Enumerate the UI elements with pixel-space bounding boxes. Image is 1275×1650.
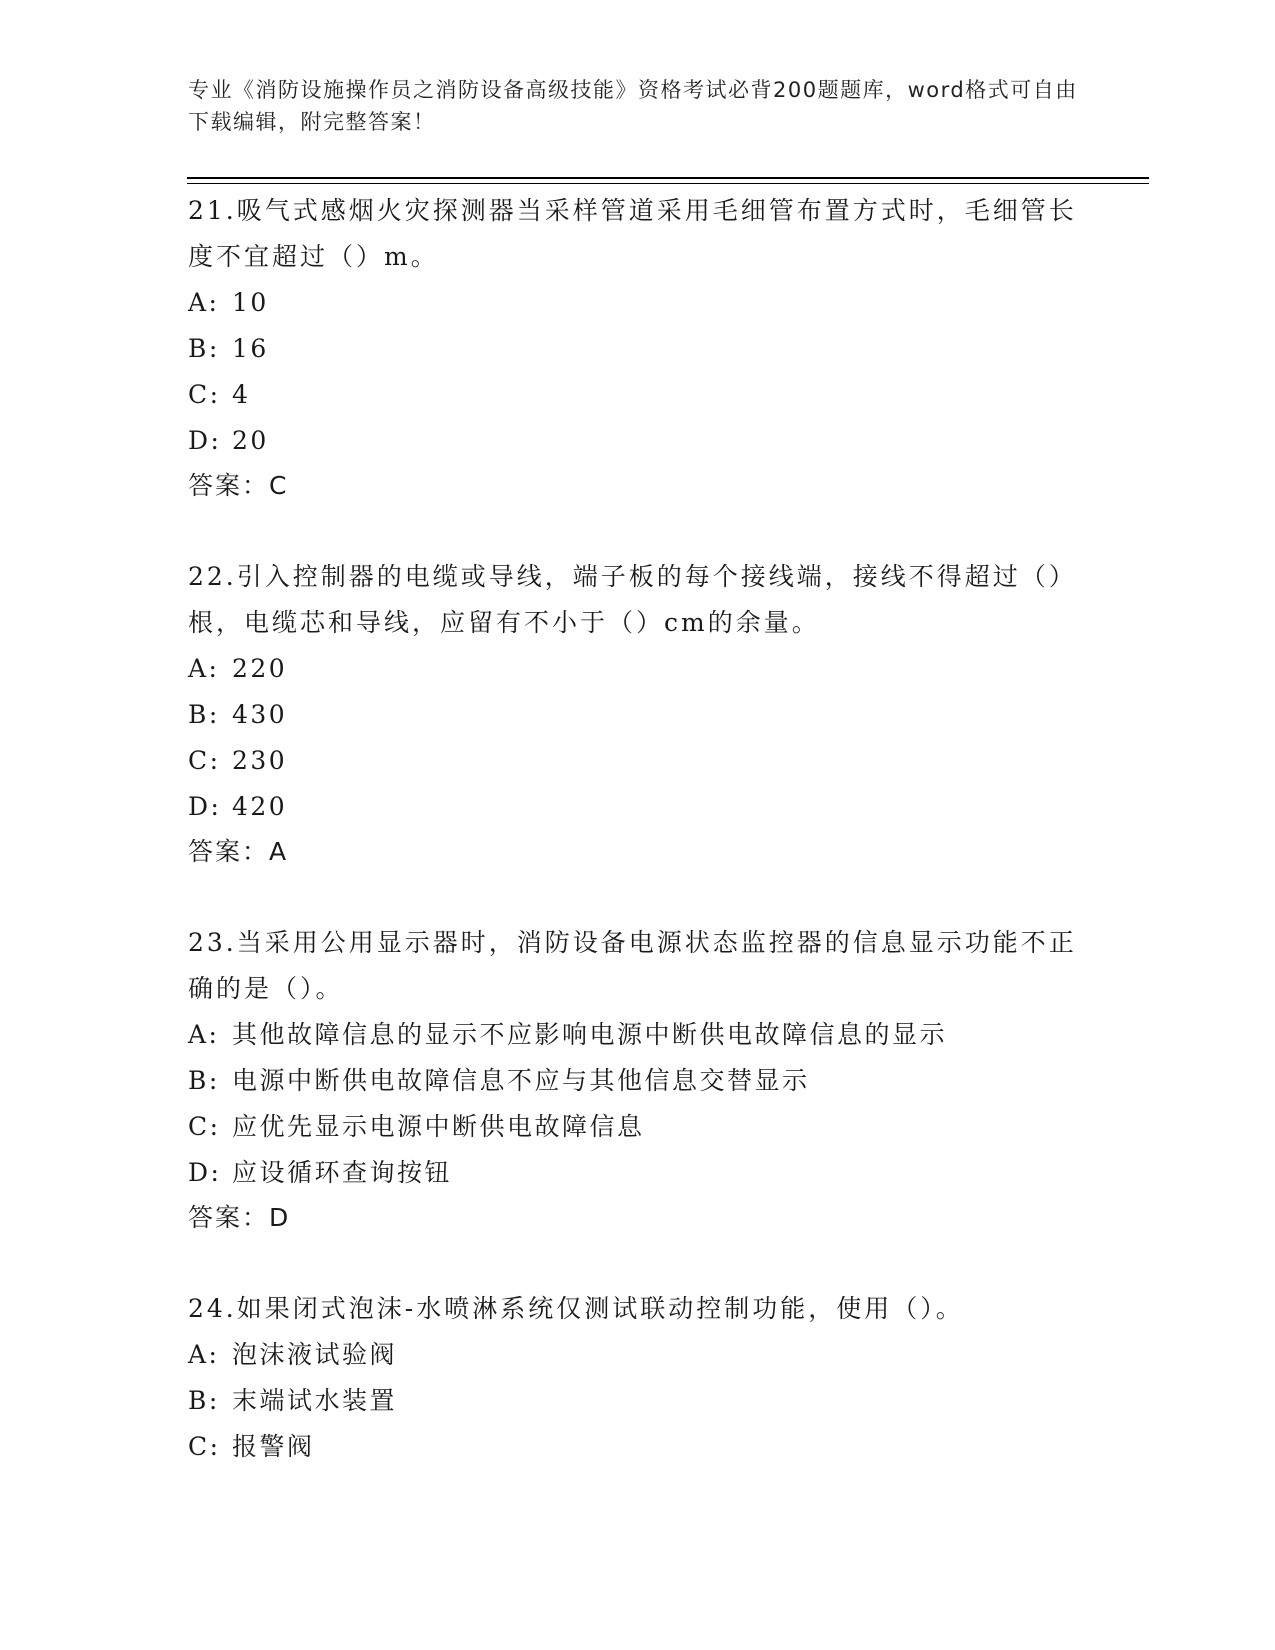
option-letter: A: xyxy=(188,1340,220,1369)
option-letter: C: xyxy=(188,746,221,775)
option-a xyxy=(188,646,1088,692)
header-divider-thick xyxy=(187,177,1149,179)
option-letter: C: xyxy=(188,1432,221,1461)
question-text: 23.当采用公用显示器时，消防设备电源状态监控器的信息显示功能不正确的是（）。 xyxy=(188,928,1077,1003)
option-a xyxy=(188,280,1088,326)
option-letter: D: xyxy=(188,426,222,455)
option-b xyxy=(188,1378,1088,1424)
option-b xyxy=(188,1058,1088,1104)
option-text: 16 xyxy=(232,334,269,363)
option-a xyxy=(188,1332,1088,1378)
question-23 xyxy=(188,920,1088,1240)
question-22 xyxy=(188,554,1088,874)
option-a xyxy=(188,1012,1088,1058)
option-c xyxy=(188,372,1088,418)
option-text: 电源中断供电故障信息不应与其他信息交替显示 xyxy=(232,1066,810,1095)
answer-label: 答案：D xyxy=(188,1203,291,1232)
option-text: 230 xyxy=(232,746,288,775)
question-21 xyxy=(188,188,1088,508)
question-list xyxy=(188,188,1088,1516)
option-letter: C: xyxy=(188,1112,221,1141)
option-text: 应设循环查询按钮 xyxy=(232,1158,453,1187)
option-text: 泡沫液试验阀 xyxy=(232,1340,398,1369)
option-text: 20 xyxy=(232,426,269,455)
option-d xyxy=(188,1150,1088,1196)
option-letter: C: xyxy=(188,380,221,409)
option-letter: B: xyxy=(188,700,220,729)
question-text: 24.如果闭式泡沫-水喷淋系统仅测试联动控制功能，使用（）。 xyxy=(188,1294,964,1323)
option-text: 4 xyxy=(232,380,251,409)
option-letter: D: xyxy=(188,1158,222,1187)
option-text: 应优先显示电源中断供电故障信息 xyxy=(232,1112,645,1141)
option-b xyxy=(188,692,1088,738)
answer-label: 答案：A xyxy=(188,837,289,866)
option-letter: A: xyxy=(188,654,220,683)
option-d xyxy=(188,784,1088,830)
option-text: 420 xyxy=(232,792,288,821)
option-text: 报警阀 xyxy=(232,1432,315,1461)
option-letter: A: xyxy=(188,1020,220,1049)
option-text: 10 xyxy=(232,288,269,317)
option-letter: B: xyxy=(188,1066,220,1095)
header-divider-thin xyxy=(187,183,1149,184)
option-b xyxy=(188,326,1088,372)
question-text: 21.吸气式感烟火灾探测器当采样管道采用毛细管布置方式时，毛细管长度不宜超过（）m。 xyxy=(188,196,1077,271)
option-text: 末端试水装置 xyxy=(232,1386,398,1415)
question-24 xyxy=(188,1286,1088,1470)
option-c xyxy=(188,738,1088,784)
option-letter: B: xyxy=(188,1386,220,1415)
option-letter: A: xyxy=(188,288,220,317)
option-d xyxy=(188,418,1088,464)
question-text: 22.引入控制器的电缆或导线，端子板的每个接线端，接线不得超过（）根，电缆芯和导线，应留有不小于（）cm的余量。 xyxy=(188,562,1077,637)
option-text: 其他故障信息的显示不应影响电源中断供电故障信息的显示 xyxy=(232,1020,948,1049)
option-letter: B: xyxy=(188,334,220,363)
option-text: 430 xyxy=(232,700,288,729)
option-letter: D: xyxy=(188,792,222,821)
document-header: 专业《消防设施操作员之消防设备高级技能》资格考试必背200题题库，word格式可自由下载编辑，附完整答案！ xyxy=(188,78,1078,134)
answer-label: 答案：C xyxy=(188,471,289,500)
option-text: 220 xyxy=(232,654,288,683)
option-c xyxy=(188,1104,1088,1150)
option-c xyxy=(188,1424,1088,1470)
